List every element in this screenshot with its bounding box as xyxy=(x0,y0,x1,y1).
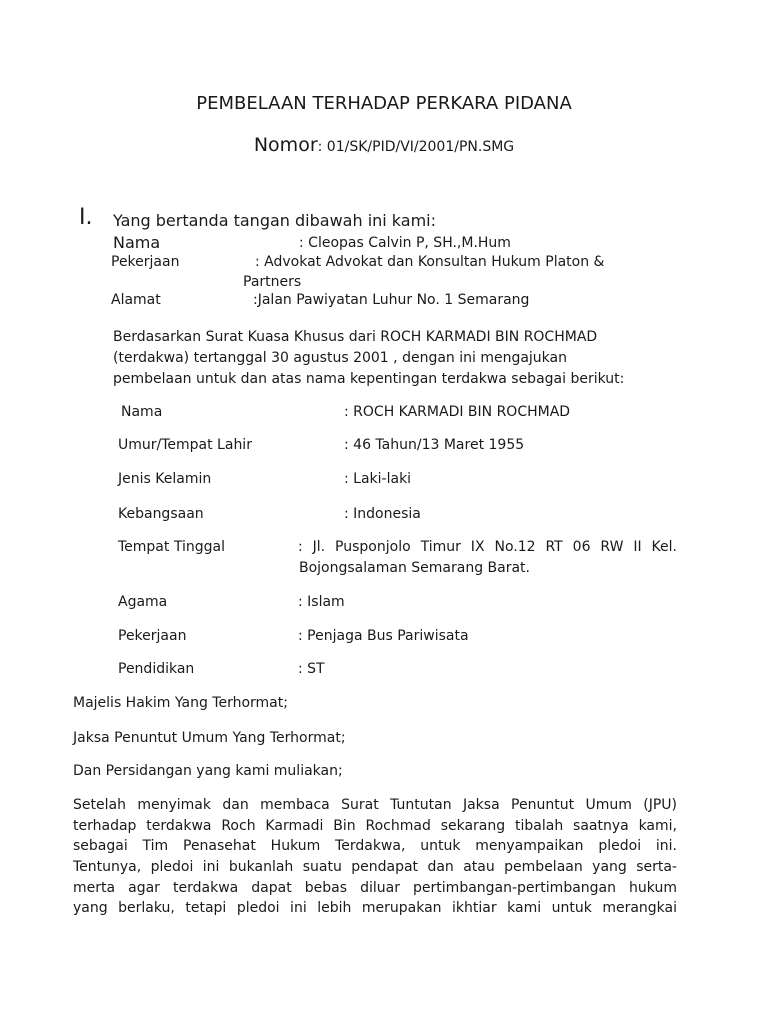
defendant-nama-label: Nama xyxy=(121,404,163,420)
defendant-umur-label: Umur/Tempat Lahir xyxy=(118,437,252,453)
salutation-line: Majelis Hakim Yang Terhormat; xyxy=(73,695,288,711)
field-nama-value: : Cleopas Calvin P, SH.,M.Hum xyxy=(299,235,511,251)
defendant-agama-value: : Islam xyxy=(298,594,345,610)
section-numeral: I. xyxy=(79,205,93,230)
intro-line: Berdasarkan Surat Kuasa Khusus dari ROCH KARMADI BIN ROCHMAD xyxy=(113,329,598,345)
nomor-colon: : xyxy=(317,139,323,155)
document-title: PEMBELAAN TERHADAP PERKARA PIDANA xyxy=(196,93,572,114)
document-number xyxy=(0,134,768,156)
defendant-pekerjaan-value: : Penjaga Bus Pariwisata xyxy=(298,628,469,644)
defendant-tempat-tinggal-value-cont: Bojongsalaman Semarang Barat. xyxy=(299,560,530,576)
defendant-nama-value: : ROCH KARMADI BIN ROCHMAD xyxy=(344,404,571,420)
defendant-pendidikan-value: : ST xyxy=(298,661,325,677)
defendant-pekerjaan-label: Pekerjaan xyxy=(118,628,187,644)
section-heading: Yang bertanda tangan dibawah ini kami: xyxy=(113,211,437,230)
defendant-tempat-tinggal-label: Tempat Tinggal xyxy=(118,539,225,555)
defendant-pendidikan-label: Pendidikan xyxy=(118,661,195,677)
field-nama-label: Nama xyxy=(113,233,161,252)
body-line: Tentunya, pledoi ini bukanlah suatu pendapat dan atau pembelaan yang serta- xyxy=(73,859,677,875)
nomor-label: Nomor xyxy=(253,134,318,156)
field-alamat-label: Alamat xyxy=(111,292,161,308)
nomor-value: 01/SK/PID/VI/2001/PN.SMG xyxy=(322,139,515,155)
defendant-jenis-kelamin-label: Jenis Kelamin xyxy=(118,471,212,487)
salutation-line: Dan Persidangan yang kami muliakan; xyxy=(73,763,343,779)
field-pekerjaan-value: : Advokat Advokat dan Konsultan Hukum Platon & xyxy=(255,254,605,270)
body-line: Setelah menyimak dan membaca Surat Tuntutan Jaksa Penuntut Umum (JPU) xyxy=(73,797,677,813)
salutation-line: Jaksa Penuntut Umum Yang Terhormat; xyxy=(73,730,346,746)
body-line: yang berlaku, tetapi pledoi ini lebih merupakan ikhtiar kami untuk merangkai xyxy=(73,900,677,916)
body-line: merta agar terdakwa dapat bebas diluar pertimbangan-pertimbangan hukum xyxy=(73,880,677,896)
body-line: sebagai Tim Penasehat Hukum Terdakwa, untuk menyampaikan pledoi ini. xyxy=(73,838,677,854)
defendant-agama-label: Agama xyxy=(118,594,168,610)
field-pekerjaan-label: Pekerjaan xyxy=(111,254,180,270)
intro-line: pembelaan untuk dan atas nama kepentingan terdakwa sebagai berikut: xyxy=(113,371,625,387)
field-pekerjaan-value-cont: Partners xyxy=(243,274,302,290)
defendant-umur-value: : 46 Tahun/13 Maret 1955 xyxy=(344,437,525,453)
field-alamat-value: :Jalan Pawiyatan Luhur No. 1 Semarang xyxy=(253,292,530,308)
defendant-tempat-tinggal-value: : Jl. Pusponjolo Timur IX No.12 RT 06 RW II Kel. xyxy=(298,539,677,555)
body-line: terhadap terdakwa Roch Karmadi Bin Rochmad sekarang tibalah saatnya kami, xyxy=(73,818,677,834)
defendant-kebangsaan-label: Kebangsaan xyxy=(118,506,204,522)
defendant-kebangsaan-value: : Indonesia xyxy=(344,506,421,522)
defendant-jenis-kelamin-value: : Laki-laki xyxy=(344,471,412,487)
intro-line: (terdakwa) tertanggal 30 agustus 2001 , dengan ini mengajukan xyxy=(113,350,567,366)
